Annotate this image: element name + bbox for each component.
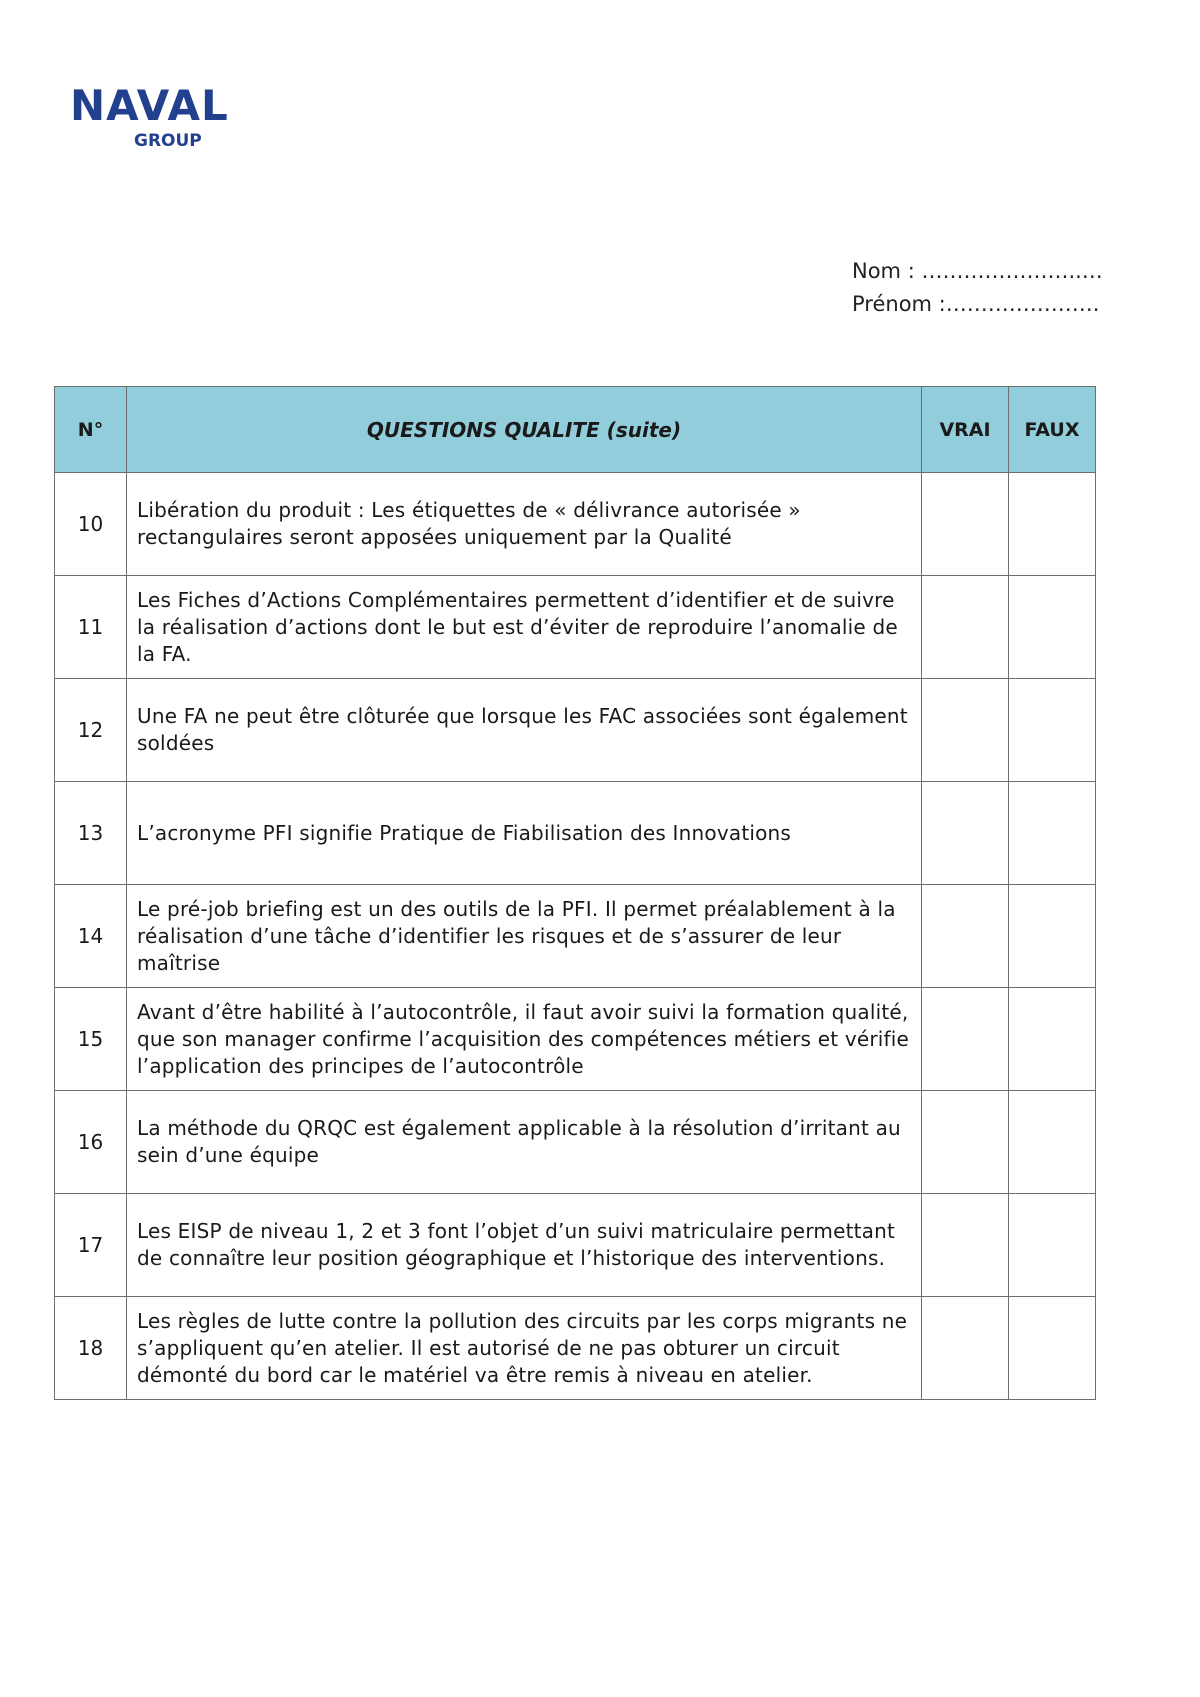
faux-answer-cell[interactable]: [1009, 679, 1096, 782]
vrai-answer-cell[interactable]: [922, 1194, 1009, 1297]
question-text: Les EISP de niveau 1, 2 et 3 font l’objet d’un suivi matriculaire permettant de connaître leur position géographique et l’historique des interventions.: [127, 1194, 922, 1297]
vrai-answer-cell[interactable]: [922, 576, 1009, 679]
question-text: L’acronyme PFI signifie Pratique de Fiabilisation des Innovations: [127, 782, 922, 885]
question-text: Les Fiches d’Actions Complémentaires permettent d’identifier et de suivre la réalisation d’actions dont le but est d’éviter de reproduire l’anomalie de la FA.: [127, 576, 922, 679]
vrai-answer-cell[interactable]: [922, 473, 1009, 576]
prenom-field[interactable]: Prénom :………………….: [852, 292, 1100, 316]
table-row: [55, 782, 1096, 885]
identity-block: [852, 255, 1103, 321]
question-text: Avant d’être habilité à l’autocontrôle, il faut avoir suivi la formation qualité, que son manager confirme l’acquisition des compétences métiers et vérifie l’application des principes de l’autocontrôle: [127, 988, 922, 1091]
faux-answer-cell[interactable]: [1009, 782, 1096, 885]
table-row: [55, 576, 1096, 679]
naval-group-logo: [70, 84, 290, 152]
svg-text:GROUP: GROUP: [134, 131, 202, 151]
question-text: Libération du produit : Les étiquettes de « délivrance autorisée » rectangulaires seront apposées uniquement par la Qualité: [127, 473, 922, 576]
question-number: 14: [55, 885, 127, 988]
faux-answer-cell[interactable]: [1009, 473, 1096, 576]
table-header-row: [55, 387, 1096, 473]
table-row: [55, 473, 1096, 576]
question-number: 17: [55, 1194, 127, 1297]
table-row: [55, 1297, 1096, 1400]
question-text: Les règles de lutte contre la pollution des circuits par les corps migrants ne s’appliquent qu’en atelier. Il est autorisé de ne pas obturer un circuit démonté du bord car le matériel va être remis à niveau en atelier.: [127, 1297, 922, 1400]
table-row: [55, 1091, 1096, 1194]
vrai-answer-cell[interactable]: [922, 679, 1009, 782]
table-row: [55, 1194, 1096, 1297]
column-header-number: N°: [55, 387, 127, 473]
column-header-questions: QUESTIONS QUALITE (suite): [127, 387, 922, 473]
faux-answer-cell[interactable]: [1009, 576, 1096, 679]
faux-answer-cell[interactable]: [1009, 1194, 1096, 1297]
column-header-vrai: VRAI: [922, 387, 1009, 473]
table-row: [55, 679, 1096, 782]
question-number: 10: [55, 473, 127, 576]
faux-answer-cell[interactable]: [1009, 1091, 1096, 1194]
question-number: 13: [55, 782, 127, 885]
question-text: Une FA ne peut être clôturée que lorsque les FAC associées sont également soldées: [127, 679, 922, 782]
table-row: [55, 885, 1096, 988]
question-text: Le pré-job briefing est un des outils de la PFI. Il permet préalablement à la réalisation d’une tâche d’identifier les risques et de s’assurer de leur maîtrise: [127, 885, 922, 988]
question-text: La méthode du QRQC est également applicable à la résolution d’irritant au sein d’une équipe: [127, 1091, 922, 1194]
question-number: 16: [55, 1091, 127, 1194]
column-header-faux: FAUX: [1009, 387, 1096, 473]
svg-text:NAVAL: NAVAL: [70, 84, 229, 130]
question-number: 15: [55, 988, 127, 1091]
nom-field[interactable]: Nom : …………………..…: [852, 259, 1103, 283]
faux-answer-cell[interactable]: [1009, 988, 1096, 1091]
faux-answer-cell[interactable]: [1009, 1297, 1096, 1400]
quality-questions-table: [54, 386, 1096, 1400]
naval-group-logo-mark: [70, 84, 290, 152]
question-number: 12: [55, 679, 127, 782]
table-row: [55, 988, 1096, 1091]
vrai-answer-cell[interactable]: [922, 988, 1009, 1091]
vrai-answer-cell[interactable]: [922, 885, 1009, 988]
faux-answer-cell[interactable]: [1009, 885, 1096, 988]
vrai-answer-cell[interactable]: [922, 1297, 1009, 1400]
vrai-answer-cell[interactable]: [922, 782, 1009, 885]
question-number: 11: [55, 576, 127, 679]
question-number: 18: [55, 1297, 127, 1400]
vrai-answer-cell[interactable]: [922, 1091, 1009, 1194]
